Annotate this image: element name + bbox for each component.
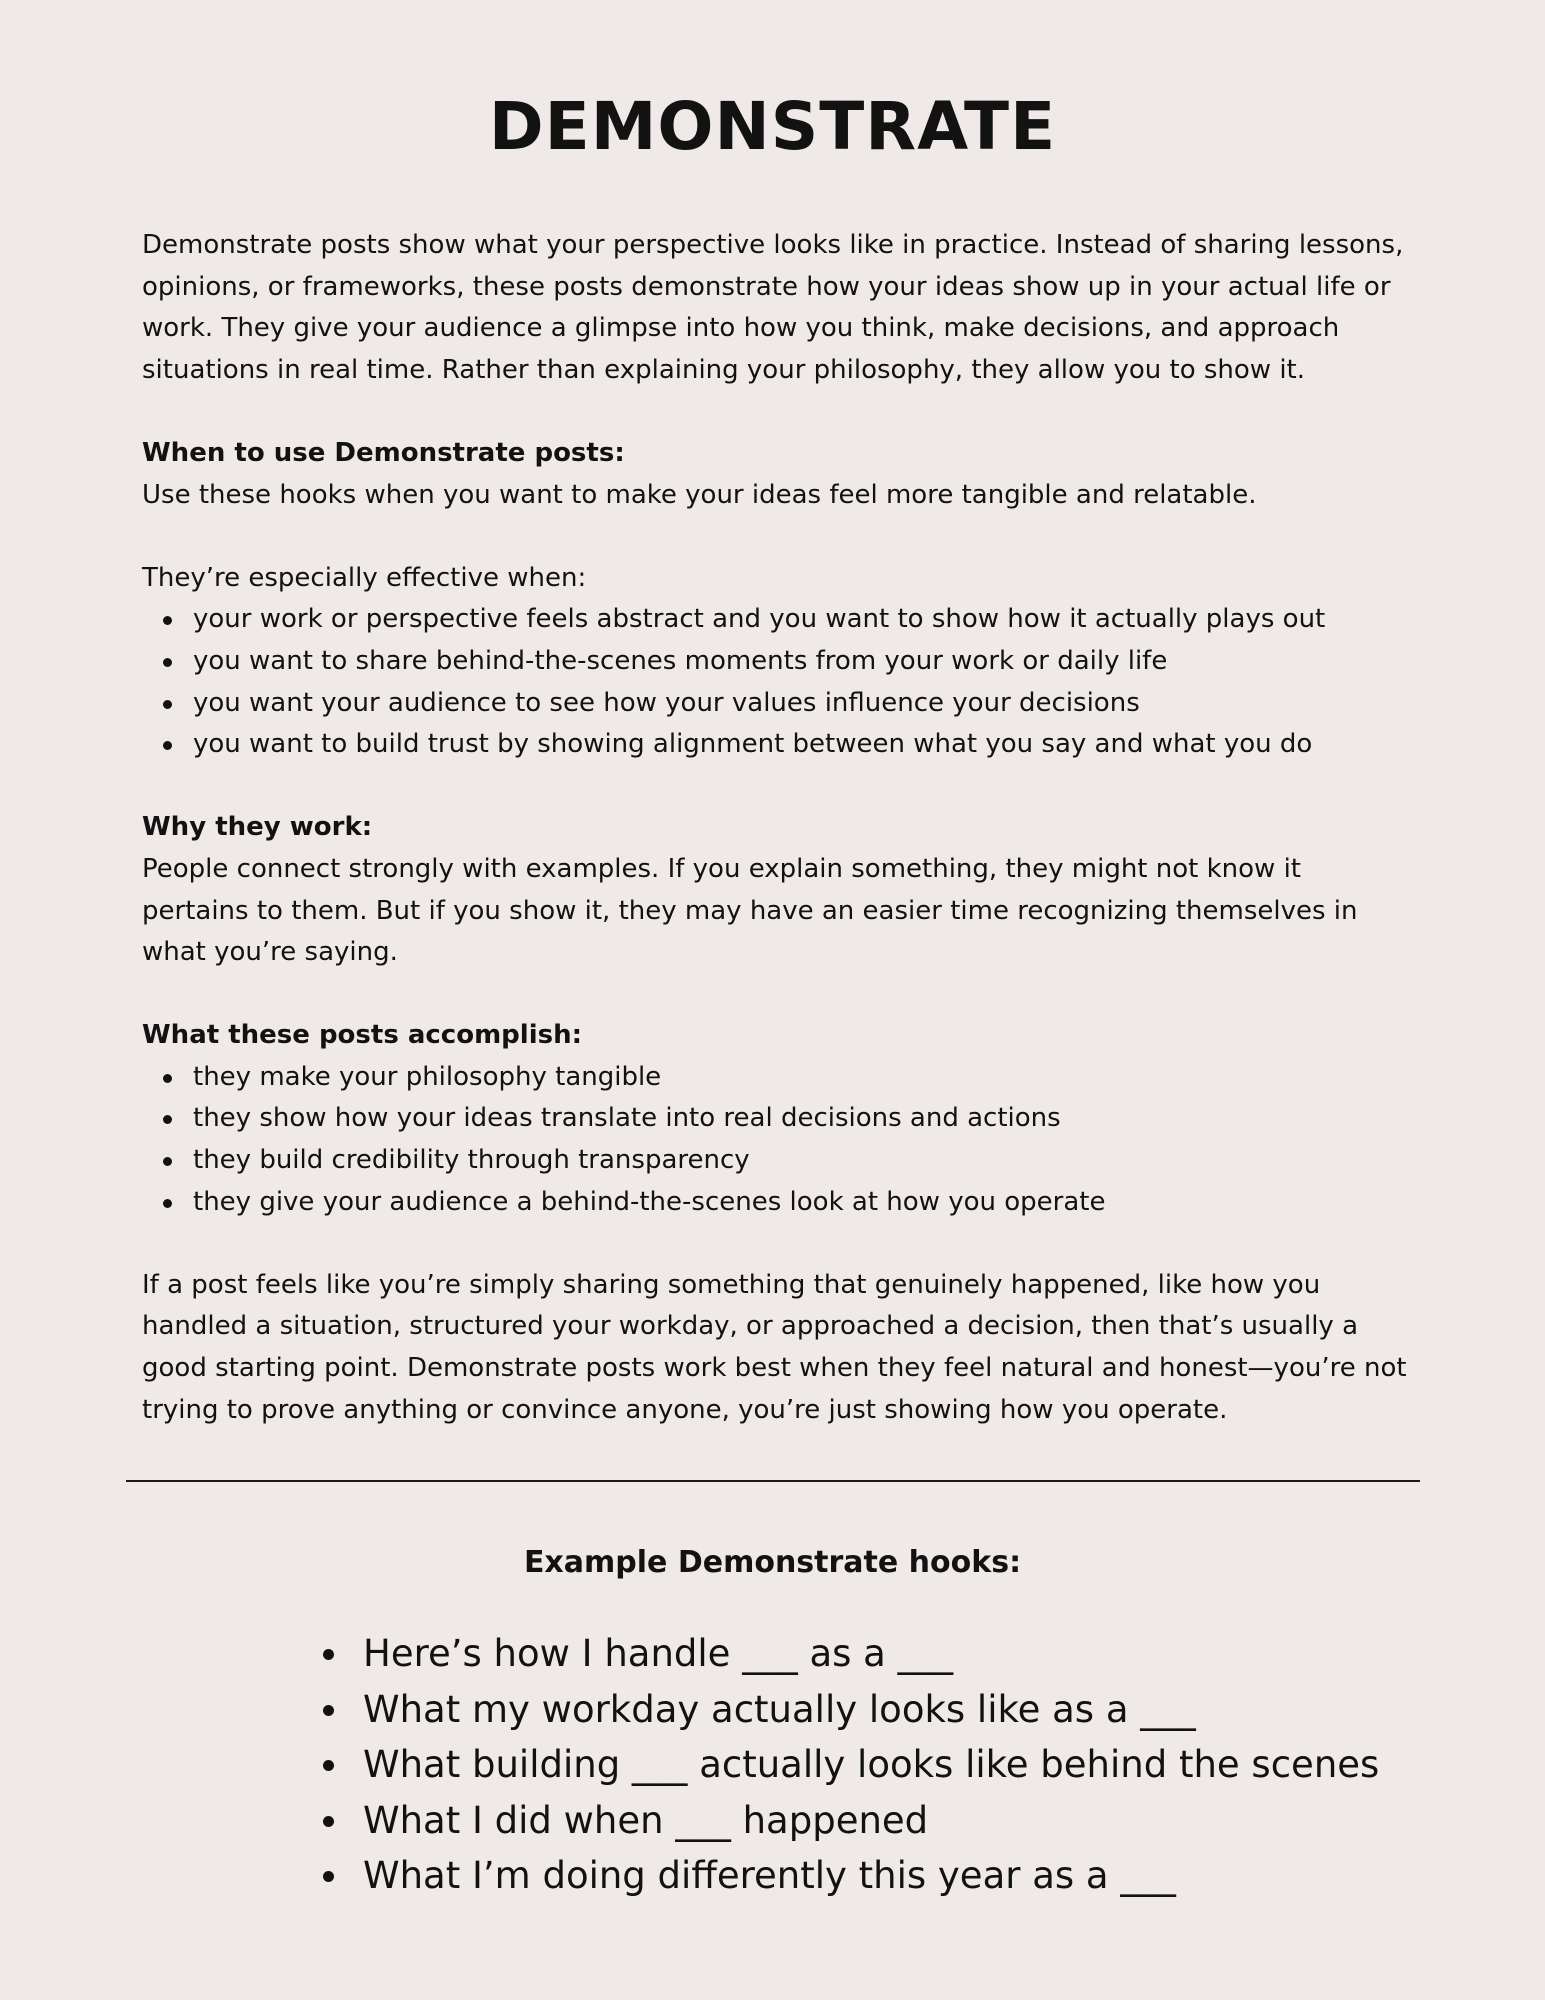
why-heading: Why they work: (142, 812, 373, 843)
page-title: DEMONSTRATE (488, 88, 1057, 165)
hooks-heading: Example Demonstrate hooks: (523, 1545, 1022, 1580)
list-item: you want to build trust by showing alignment between what you say and what you do (142, 724, 1412, 766)
closing-paragraph: If a post feels like you’re simply sharing something that genuinely happened, like how you handled a situation, structured your workday, or approached a decision, then that’s usually a good starting point. Demonstrate posts work best when they feel natural and honest—you’re not trying to prove anything or convince anyone, you’re just showing how you operate. (142, 1269, 1407, 1425)
hook-item: Here’s how I handle ___ as a ___ (310, 1626, 1379, 1682)
list-item: you want your audience to see how your values influence your decisions (142, 683, 1412, 725)
section-divider (126, 1480, 1420, 1482)
intro-paragraph: Demonstrate posts show what your perspective looks like in practice. Instead of sharing lessons, opinions, or frameworks, these posts demonstrate how your ideas show up in your actual life or work. They give your audience a glimpse into how you think, make decisions, and approach situations in real time. Rather than explaining your philosophy, they allow you to show it. (142, 230, 1404, 385)
list-item: they build credibility through transparency (142, 1140, 1412, 1182)
body-content (142, 225, 1412, 1431)
hook-item: What my workday actually looks like as a ___ (310, 1682, 1379, 1738)
list-item: your work or perspective feels abstract and you want to show how it actually plays out (142, 599, 1412, 641)
hooks-list (310, 1626, 1379, 1904)
when-to-use-text: Use these hooks when you want to make your ideas feel more tangible and relatable. (142, 479, 1257, 510)
list-item: they make your philosophy tangible (142, 1057, 1412, 1099)
list-item: they show how your ideas translate into real decisions and actions (142, 1098, 1412, 1140)
accomplish-list (142, 1057, 1412, 1223)
hook-item: What I’m doing differently this year as a ___ (310, 1848, 1379, 1904)
effective-list (142, 599, 1412, 765)
accomplish-heading: What these posts accomplish: (142, 1020, 582, 1051)
effective-intro: They’re especially effective when: (142, 562, 587, 593)
list-item: you want to share behind-the-scenes moments from your work or daily life (142, 641, 1412, 683)
hook-item: What I did when ___ happened (310, 1793, 1379, 1849)
why-text: People connect strongly with examples. If you explain something, they might not know it pertains to them. But if you show it, they may have an easier time recognizing themselves in what you’re saying. (142, 853, 1358, 968)
hook-item: What building ___ actually looks like behind the scenes (310, 1737, 1379, 1793)
list-item: they give your audience a behind-the-scenes look at how you operate (142, 1182, 1412, 1224)
when-to-use-heading: When to use Demonstrate posts: (142, 437, 625, 468)
